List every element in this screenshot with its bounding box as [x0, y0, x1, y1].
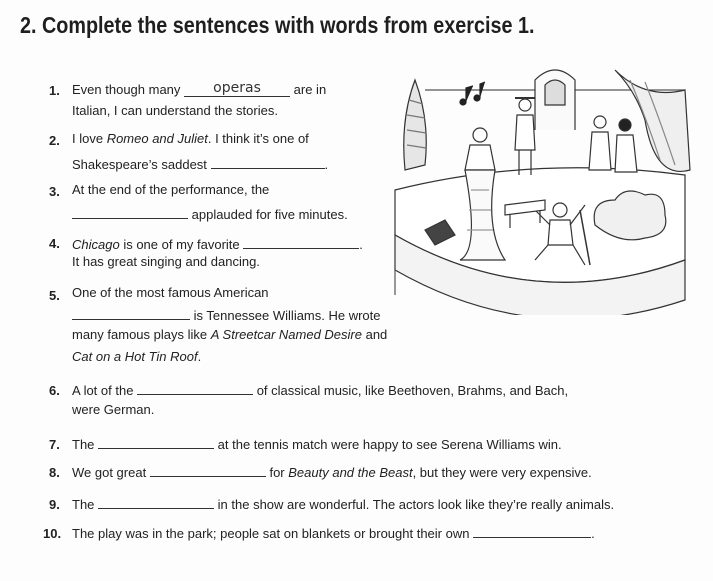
- item-text: and: [361, 327, 388, 342]
- item-text: Italian, I can understand the stories.: [72, 103, 278, 118]
- item-text: I love: [72, 131, 107, 146]
- item-number: 4.: [49, 236, 60, 251]
- item-text: The play was in the park; people sat on blankets or brought their own: [72, 526, 470, 541]
- music-notes-icon: [460, 82, 485, 105]
- item-text: is Tennessee Williams. He wrote: [193, 308, 381, 323]
- item-number: 9.: [49, 497, 60, 512]
- item-text: at the tennis match were happy to see Serena Williams win.: [217, 437, 562, 452]
- item-text: Shakespeare’s saddest: [72, 157, 207, 172]
- item-text: The: [72, 437, 95, 452]
- item-text: were German.: [72, 402, 155, 417]
- item-number: 7.: [49, 437, 60, 452]
- answer-blank-9[interactable]: [98, 494, 214, 509]
- item-text: are in: [293, 82, 327, 97]
- exercise-title: 2. Complete the sentences with words from exercise 1.: [20, 12, 535, 38]
- castle-backdrop-icon: [535, 70, 575, 130]
- item-text: At the end of the performance, the: [72, 182, 270, 197]
- actor-figure-icon: [515, 98, 535, 175]
- item-title-italic: A Streetcar Named Desire: [210, 327, 362, 342]
- item-number: 2.: [49, 133, 60, 148]
- answer-blank-6[interactable]: [137, 380, 253, 395]
- item-title-italic: Beauty and the Beast: [288, 465, 413, 480]
- answer-blank-3[interactable]: [72, 204, 188, 219]
- item-text: many famous plays like: [72, 327, 211, 342]
- left-column-icon: [404, 80, 427, 170]
- item-text: The: [72, 497, 95, 512]
- answer-blank-1[interactable]: [184, 82, 290, 97]
- item-title-italic: Romeo and Juliet: [106, 131, 208, 146]
- item-text: for: [269, 465, 289, 480]
- punctuation: .: [197, 349, 202, 364]
- item-number: 6.: [49, 383, 60, 398]
- punctuation: .: [591, 526, 595, 541]
- answer-text: operas: [213, 80, 261, 96]
- stage-illustration: [385, 60, 695, 315]
- item-number: 5.: [49, 288, 60, 303]
- answer-blank-4[interactable]: [243, 234, 359, 249]
- answer-blank-7[interactable]: [98, 434, 214, 449]
- item-title-italic: Chicago: [72, 237, 120, 252]
- woman-figure-icon: [589, 116, 637, 172]
- item-number: 8.: [49, 465, 60, 480]
- answer-blank-5[interactable]: [72, 305, 190, 320]
- item-number: 1.: [49, 83, 60, 98]
- item-text: in the show are wonderful. The actors look like they’re really animals.: [217, 497, 615, 512]
- answer-blank-8[interactable]: [150, 462, 266, 477]
- item-text: applauded for five minutes.: [191, 207, 348, 222]
- answer-blank-2[interactable]: [211, 154, 325, 169]
- item-text: , but they were very expensive.: [412, 465, 592, 480]
- item-number: 10.: [43, 526, 62, 541]
- item-text: A lot of the: [72, 383, 134, 398]
- item-text: is one of my favorite: [119, 237, 240, 252]
- item-title-italic: Cat on a Hot Tin Roof: [72, 349, 198, 364]
- item-text: It has great singing and dancing.: [72, 254, 260, 269]
- item-text: of classical music, like Beethoven, Brahms, and Bach,: [256, 383, 569, 398]
- item-number: 3.: [49, 184, 60, 199]
- item-text: One of the most famous American: [72, 285, 269, 300]
- item-text: Even though many: [72, 82, 181, 97]
- answer-blank-10[interactable]: [473, 523, 591, 538]
- item-text: We got great: [72, 465, 147, 480]
- punctuation: .: [324, 157, 329, 172]
- item-text: . I think it’s one of: [207, 131, 309, 146]
- punctuation: .: [359, 237, 363, 252]
